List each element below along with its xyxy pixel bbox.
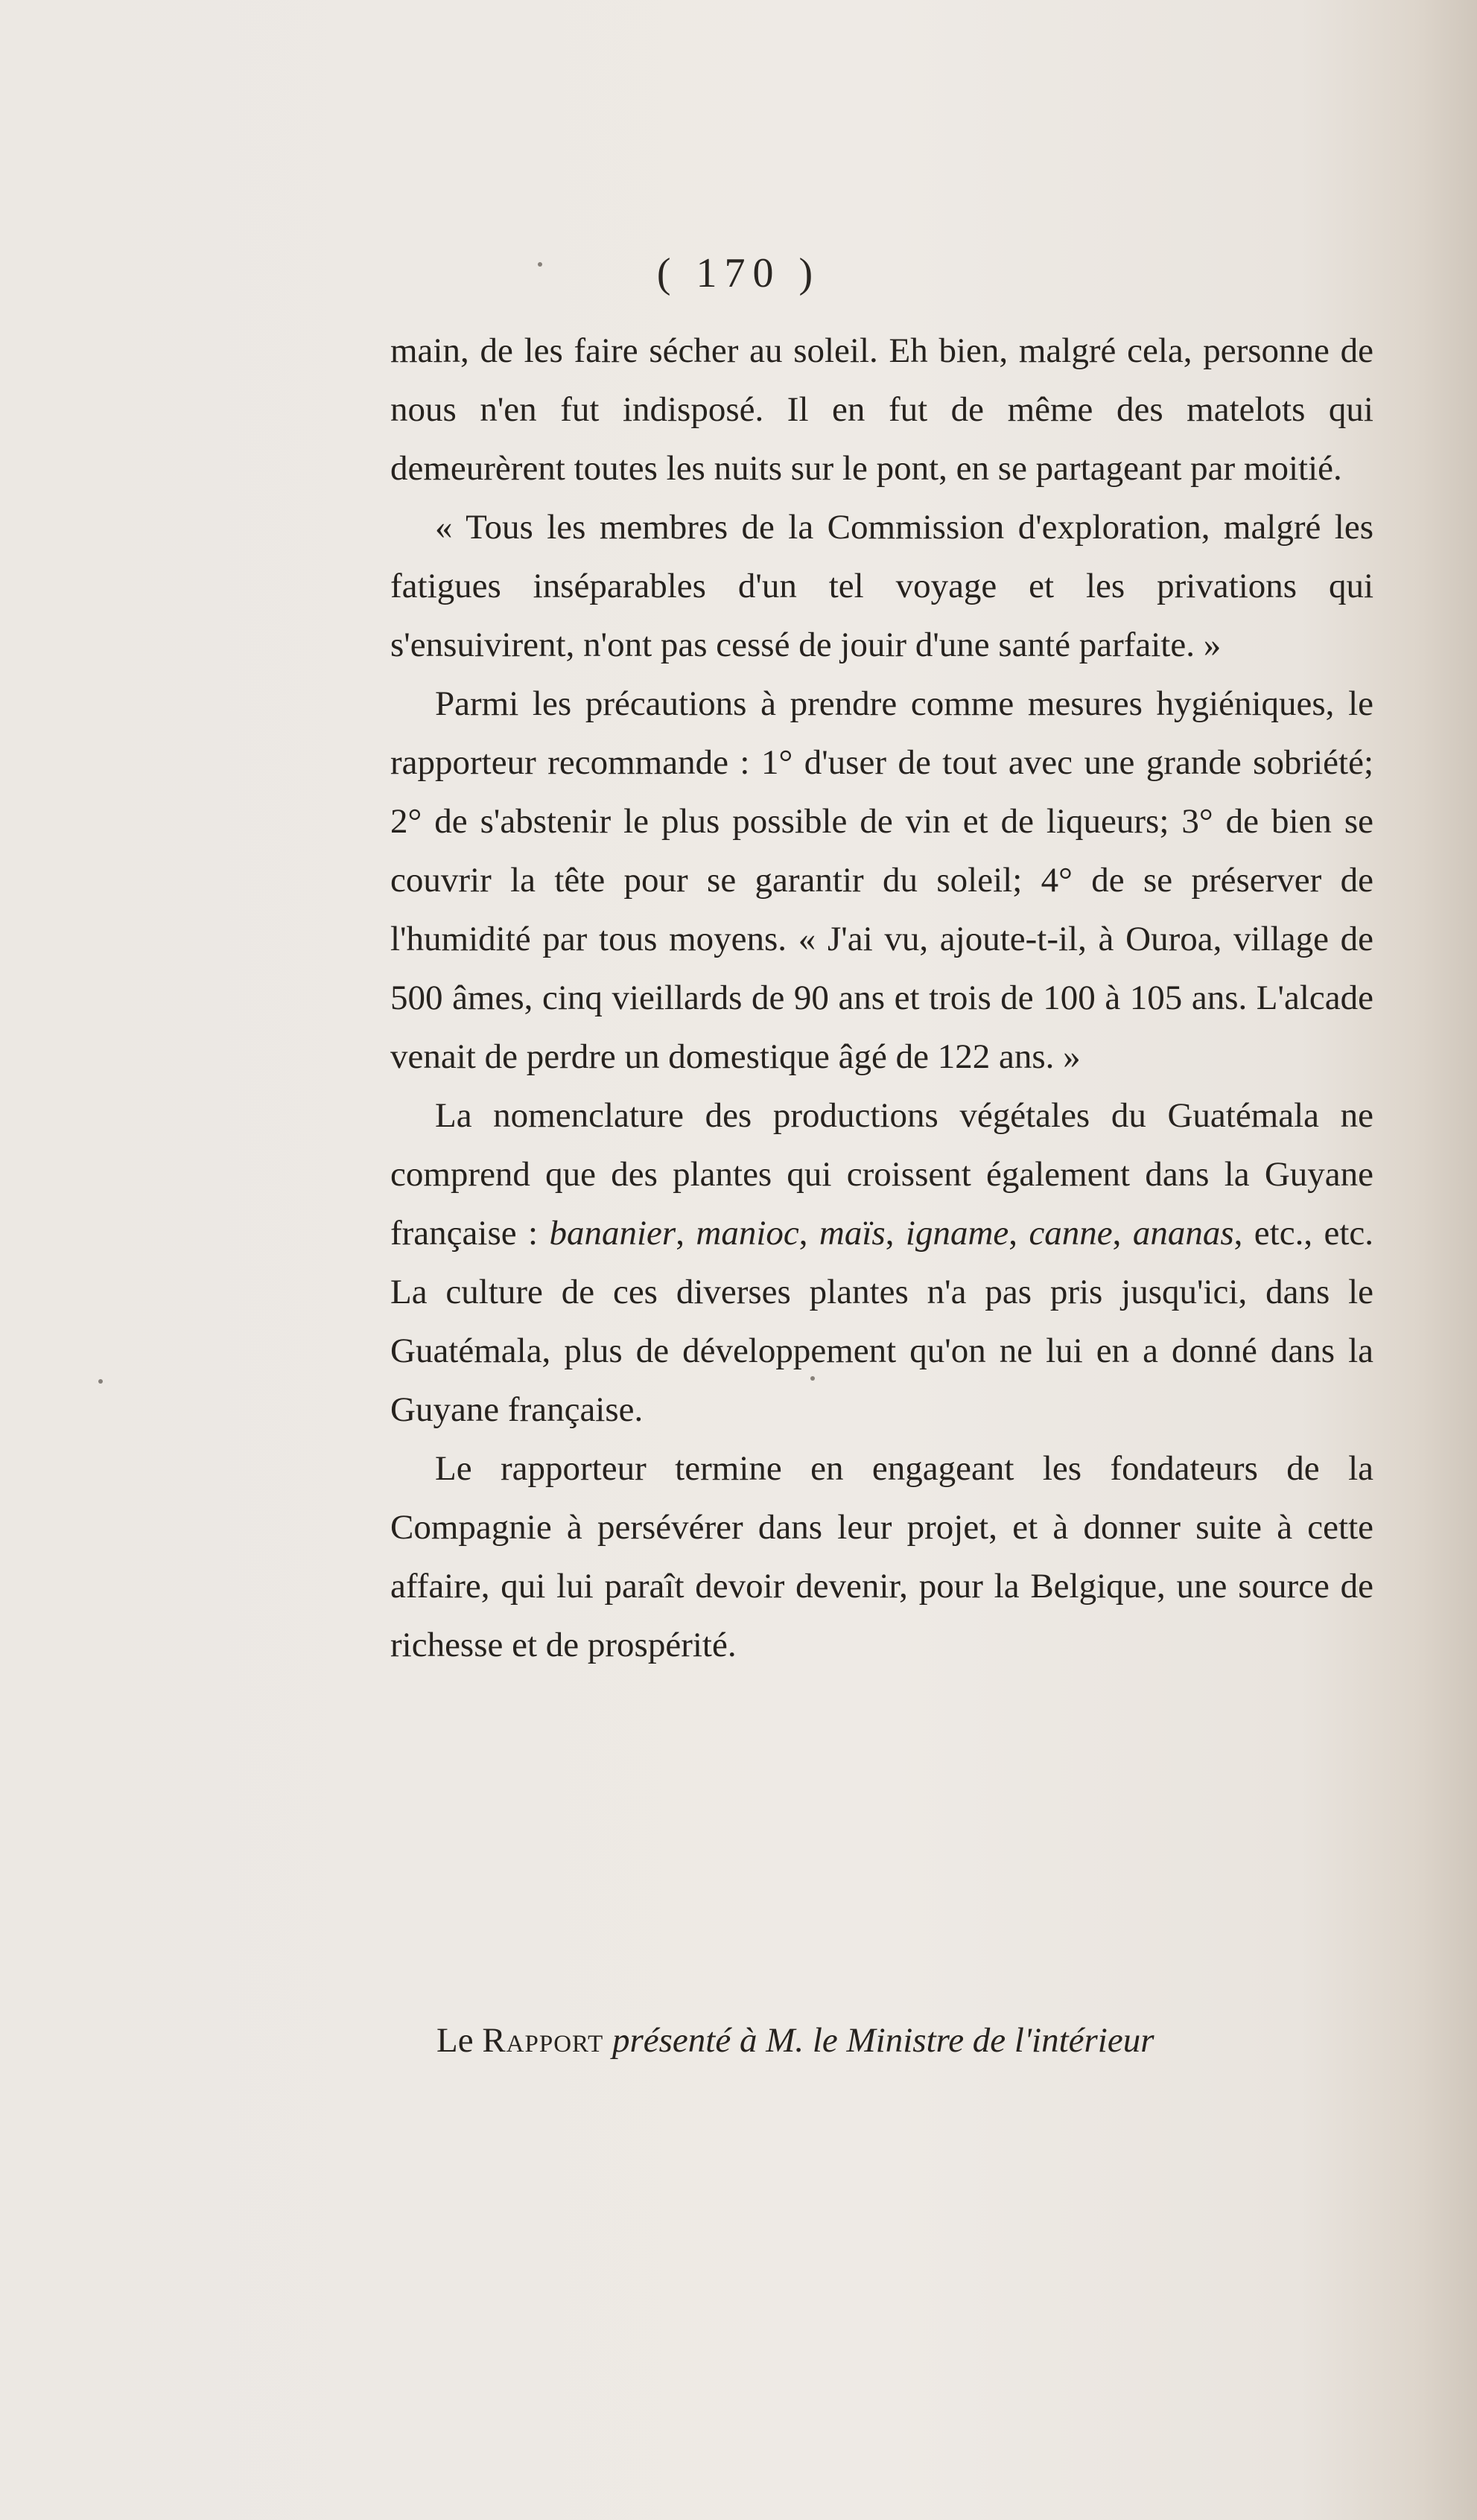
separator: ,: [1112, 1214, 1133, 1253]
paragraph-nomenclature: [390, 1086, 1373, 1439]
plant-bananier: bananier: [549, 1214, 676, 1253]
paper-speck: [98, 1379, 103, 1384]
paragraph-conclusion: Le rapporteur termine en engageant les fondateurs de la Compagnie à persévérer dans leur projet, et à donner suite à cette affaire, qui lui paraît devoir devenir, pour la Belgique, une source de richesse et de prospérité.: [390, 1449, 1373, 1664]
separator: ,: [885, 1214, 906, 1253]
page-number: ( 170 ): [656, 250, 821, 296]
paragraph-continuation: main, de les faire sécher au soleil. Eh bien, malgré cela, personne de nous n'en fut indisposé. Il en fut de même des matelots qui demeurèrent toutes les nuits sur le pont, en se partageant par moitié.: [390, 331, 1373, 488]
body-text: [390, 322, 1373, 1675]
plant-igname: igname: [905, 1214, 1009, 1253]
nomenclature-text-after: , etc., etc. La culture de ces diverses plantes n'a pas pris jusqu'ici, dans le Guatémala, plus de développement qu'on ne lui en a donné dans la Guyane française.: [390, 1214, 1374, 1429]
paragraph-quote: « Tous les membres de la Commission d'exploration, malgré les fatigues inséparables d'un tel voyage et les privations qui s'ensuivirent, n'ont pas cessé de jouir d'une santé parfaite. »: [390, 508, 1373, 664]
plant-ananas: ananas: [1132, 1214, 1234, 1253]
paper-speck: [810, 1376, 815, 1381]
section-heading: [436, 2011, 1375, 2070]
separator: ,: [1009, 1214, 1029, 1253]
heading-italic: présenté à M. le Ministre de l'intérieur: [603, 2021, 1154, 2060]
plant-canne: canne: [1029, 1214, 1113, 1253]
paper-speck: [538, 262, 542, 267]
plant-mais: maïs: [819, 1214, 886, 1253]
heading-lead: Le: [436, 2021, 483, 2060]
nomenclature-text-before: La nomenclature des productions végétales du Guatémala ne comprend que des plantes qui croissent également dans la Guyane française :: [390, 1096, 1373, 1253]
separator: ,: [676, 1214, 696, 1253]
heading-small-caps: Rapport: [482, 2021, 604, 2060]
paragraph-precautions: Parmi les précautions à prendre comme mesures hygiéniques, le rapporteur recommande : 1° d'user de tout avec une grande sobriété; 2° de s'abstenir le plus possible de vin et de liqueurs; 3° de bien se couvrir la tête pour se garantir du soleil; 4° de se préserver de l'humidité par tous moyens. « J'ai vu, ajoute-t-il, à Ouroa, village de 500 âmes, cinq vieillards de 90 ans et trois de 100 à 105 ans. L'alcade venait de perdre un domestique âgé de 122 ans. »: [390, 684, 1373, 1076]
plant-manioc: manioc: [696, 1214, 799, 1253]
separator: ,: [798, 1214, 819, 1253]
